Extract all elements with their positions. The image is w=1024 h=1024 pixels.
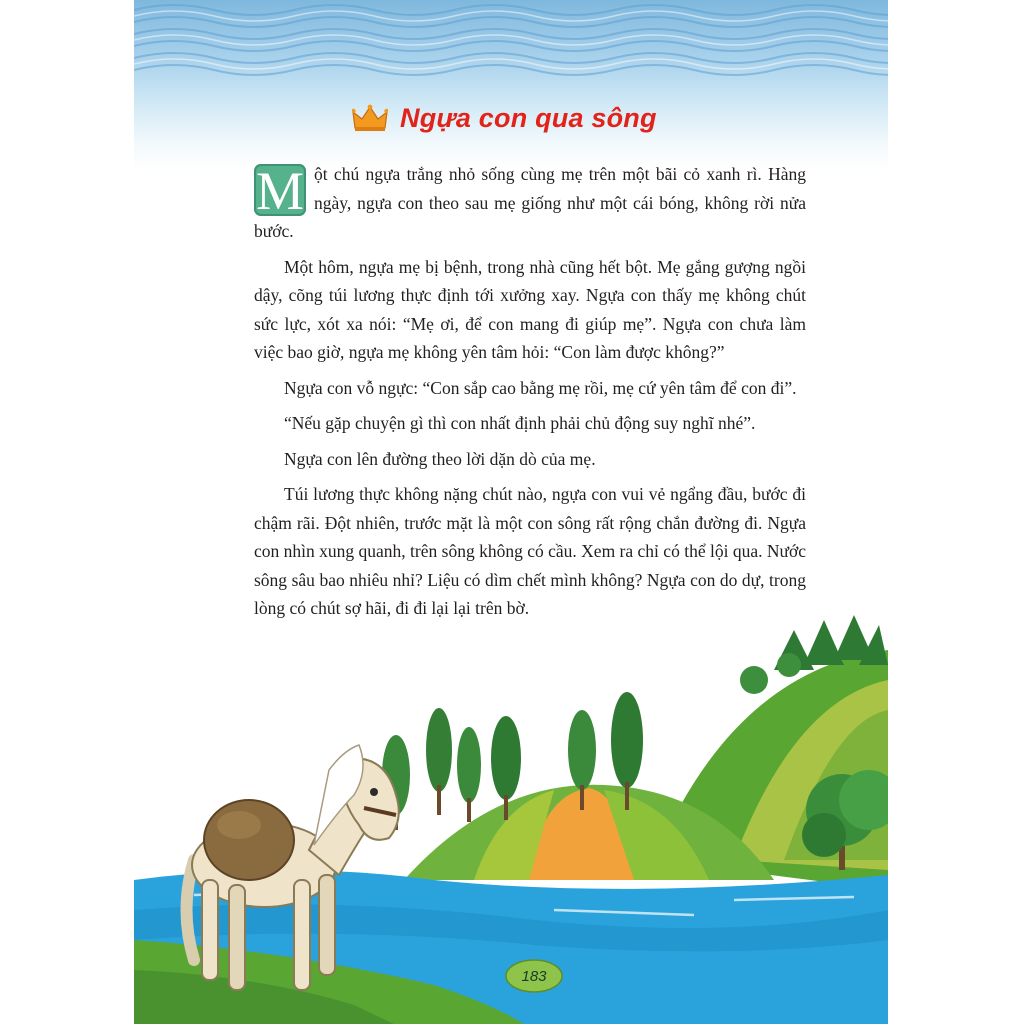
story-paragraph: Ngựa con lên đường theo lời dặn dò của mẹ. <box>284 448 596 469</box>
page-title: Ngựa con qua sông <box>400 102 657 133</box>
story-paragraph: Ngựa con vỗ ngực: “Con sắp cao bằng mẹ rồi, mẹ cứ yên tâm để con đi”. <box>284 377 797 398</box>
story-paragraph: Túi lương thực không nặng chút nào, ngựa con vui vẻ ngẩng đầu, bước đi chậm rãi. Đột nhiên, trước mặt là một con sông rất rộng chắn đường đi. Ngựa con nhìn xung quanh, trên sông không có cầu. Xem ra chỉ có thể lội qua. Nước sông sâu bao nhiêu nhỉ? Liệu có dìm chết mình không? Ngựa con do dự, trong lòng có chút sợ hãi, đi đi lại lại trên bờ. <box>254 484 806 618</box>
story-paragraph: “Nếu gặp chuyện gì thì con nhất định phải chủ động suy nghĩ nhé”. <box>284 413 756 433</box>
crown-icon <box>352 104 388 132</box>
title-row <box>352 98 657 138</box>
paragraph-text: ột chú ngựa trắng nhỏ sống cùng mẹ trên một bãi cỏ xanh rì. Hàng ngày, ngựa con theo sau mẹ giống như một cái bóng, không rời nửa bước. <box>254 164 806 241</box>
wave-pattern <box>134 0 888 90</box>
story-text <box>254 160 806 630</box>
story-paragraph <box>254 160 806 246</box>
story-paragraph: Một hôm, ngựa mẹ bị bệnh, trong nhà cũng hết bột. Mẹ gắng gượng ngồi dậy, cõng túi lương thực định tới xưởng xay. Ngựa con thấy mẹ không chút sức lực, xót xa nói: “Mẹ ơi, để con mang đi giúp mẹ”. Ngựa con chưa làm việc bao giờ, ngựa mẹ không yên tâm hỏi: “Con làm được không?” <box>254 256 806 362</box>
drop-cap: M <box>255 161 304 221</box>
page-number: 183 <box>521 967 547 985</box>
book-page <box>134 0 888 1024</box>
header-band <box>134 0 888 170</box>
